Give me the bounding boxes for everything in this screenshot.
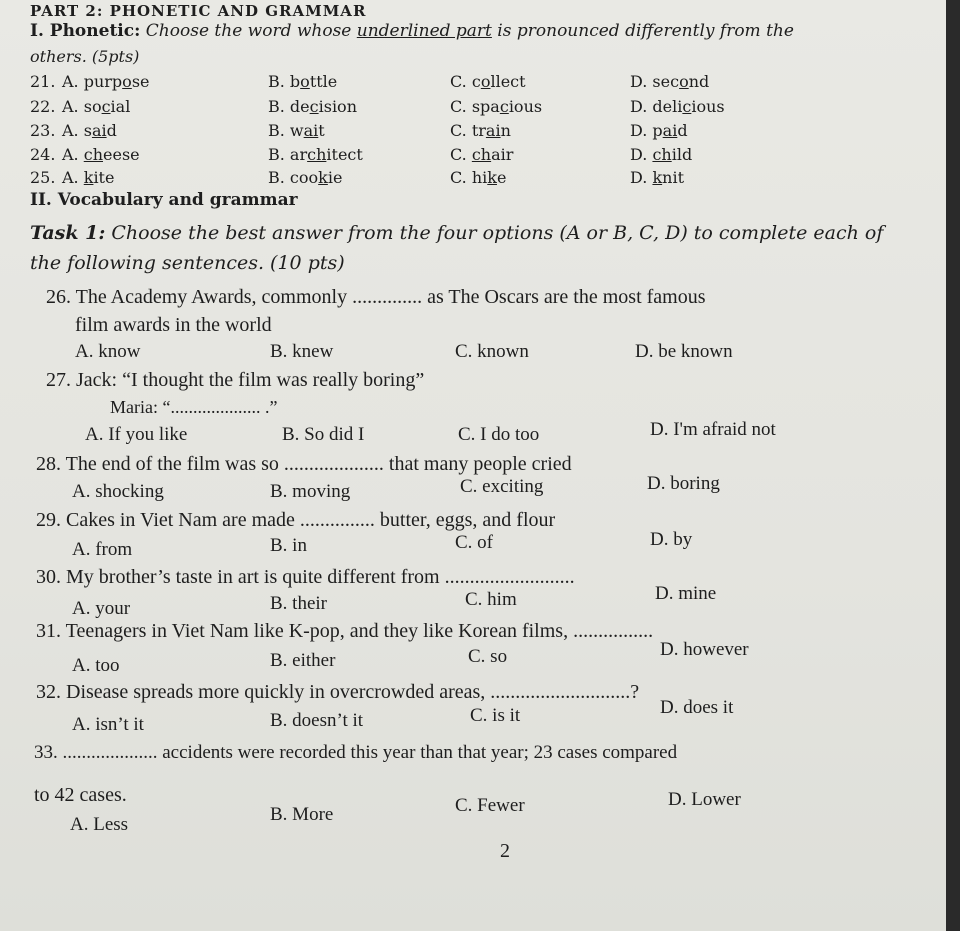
q30-option-a[interactable]: A. your xyxy=(72,598,131,619)
phonetic-instruction-line2: others. (5pts) xyxy=(30,47,140,66)
phonetic-q25-number: 25. xyxy=(30,168,56,187)
phonetic-q21-option-b[interactable]: B. bottle xyxy=(268,72,338,91)
q26-option-d[interactable]: D. be known xyxy=(635,341,733,362)
q29-option-d[interactable]: D. by xyxy=(650,529,693,550)
phonetic-q25-option-c[interactable]: C. hike xyxy=(450,168,507,187)
phonetic-q23-option-b[interactable]: B. wait xyxy=(268,121,325,140)
phonetic-q24-number: 24. xyxy=(30,145,56,164)
phonetic-q23-option-d[interactable]: D. paid xyxy=(630,121,688,140)
phonetic-q21-number: 21. xyxy=(30,72,56,91)
task-instruction: Task 1: Choose the best answer from the four options (A or B, C, D) to complete each of xyxy=(30,222,884,244)
phonetic-instruction: I. Phonetic: Choose the word whose underlined part is pronounced differently from the xyxy=(30,21,794,41)
q29-option-b[interactable]: B. in xyxy=(270,535,307,556)
q32-option-c[interactable]: C. is it xyxy=(470,705,521,726)
phonetic-q22-option-d[interactable]: D. delicious xyxy=(630,97,725,116)
question-27-cont: Maria: “.................... .” xyxy=(110,397,278,417)
phonetic-q24-option-b[interactable]: B. architect xyxy=(268,145,363,164)
question-33: 33. .................... accidents were recorded this year than that year; 23 cases compared xyxy=(34,742,678,763)
question-30: 30. My brother’s taste in art is quite different from .......................... xyxy=(36,566,575,588)
q28-option-d[interactable]: D. boring xyxy=(647,473,720,494)
question-26: 26. The Academy Awards, commonly .............. as The Oscars are the most famous xyxy=(46,286,706,308)
q27-option-d[interactable]: D. I'm afraid not xyxy=(650,419,776,440)
q33-option-d[interactable]: D. Lower xyxy=(668,789,741,810)
phonetic-q22-option-c[interactable]: C. spacious xyxy=(450,97,543,116)
q28-option-c[interactable]: C. exciting xyxy=(460,476,544,497)
phonetic-q25-option-d[interactable]: D. knit xyxy=(630,168,684,187)
q31-option-c[interactable]: C. so xyxy=(468,646,508,667)
question-31: 31. Teenagers in Viet Nam like K-pop, and they like Korean films, ................ xyxy=(36,620,654,642)
q31-option-b[interactable]: B. either xyxy=(270,650,336,671)
q33-option-a[interactable]: A. Less xyxy=(70,814,129,835)
question-33-cont: to 42 cases. xyxy=(34,784,127,806)
q32-option-d[interactable]: D. does it xyxy=(660,697,734,718)
phonetic-q23-number: 23. xyxy=(30,121,56,140)
q30-option-d[interactable]: D. mine xyxy=(655,583,717,604)
phonetic-heading: I. Phonetic: xyxy=(30,21,141,41)
phonetic-q21-option-c[interactable]: C. collect xyxy=(450,72,526,91)
phonetic-q23-option-c[interactable]: C. train xyxy=(450,121,511,140)
q29-option-a[interactable]: A. from xyxy=(72,539,133,560)
phonetic-q24-option-c[interactable]: C. chair xyxy=(450,145,514,164)
phonetic-q22-option-b[interactable]: B. decision xyxy=(268,97,357,116)
q31-option-d[interactable]: D. however xyxy=(660,639,749,660)
vocab-heading: II. Vocabulary and grammar xyxy=(30,190,298,210)
q30-option-b[interactable]: B. their xyxy=(270,593,327,614)
q29-option-c[interactable]: C. of xyxy=(455,532,493,553)
phonetic-q22-number: 22. xyxy=(30,97,56,116)
phonetic-q25-option-b[interactable]: B. cookie xyxy=(268,168,343,187)
phonetic-q24-option-d[interactable]: D. child xyxy=(630,145,693,164)
q26-option-a[interactable]: A. know xyxy=(75,341,141,362)
page-number: 2 xyxy=(500,840,510,862)
q33-option-b[interactable]: B. More xyxy=(270,804,334,825)
phonetic-q24-option-a[interactable]: A. cheese xyxy=(62,145,140,164)
q30-option-c[interactable]: C. him xyxy=(465,589,517,610)
q28-option-b[interactable]: B. moving xyxy=(270,481,351,502)
q27-option-c[interactable]: C. I do too xyxy=(458,424,540,445)
q26-option-c[interactable]: C. known xyxy=(455,341,529,362)
q33-option-c[interactable]: C. Fewer xyxy=(455,795,525,816)
question-29: 29. Cakes in Viet Nam are made ............... butter, eggs, and flour xyxy=(36,509,556,531)
q26-option-b[interactable]: B. knew xyxy=(270,341,334,362)
phonetic-q25-option-a[interactable]: A. kite xyxy=(62,168,115,187)
question-27: 27. Jack: “I thought the film was really boring” xyxy=(46,369,425,391)
phonetic-q22-option-a[interactable]: A. social xyxy=(62,97,131,116)
q31-option-a[interactable]: A. too xyxy=(72,655,120,676)
q27-option-a[interactable]: A. If you like xyxy=(85,424,188,445)
task-instruction-line2: the following sentences. (10 pts) xyxy=(30,252,345,274)
part-title: PART 2: PHONETIC AND GRAMMAR xyxy=(30,2,367,20)
phonetic-q21-option-a[interactable]: A. purpose xyxy=(62,72,150,91)
question-32: 32. Disease spreads more quickly in overcrowded areas, ............................? xyxy=(36,681,640,703)
q32-option-a[interactable]: A. isn’t it xyxy=(72,714,144,735)
q27-option-b[interactable]: B. So did I xyxy=(282,424,365,445)
question-26-cont: film awards in the world xyxy=(75,314,272,336)
phonetic-q21-option-d[interactable]: D. second xyxy=(630,72,710,91)
page-edge-shadow xyxy=(946,0,960,931)
phonetic-q23-option-a[interactable]: A. said xyxy=(62,121,117,140)
q32-option-b[interactable]: B. doesn’t it xyxy=(270,710,364,731)
q28-option-a[interactable]: A. shocking xyxy=(72,481,164,502)
question-28: 28. The end of the film was so .................... that many people cried xyxy=(36,453,572,475)
